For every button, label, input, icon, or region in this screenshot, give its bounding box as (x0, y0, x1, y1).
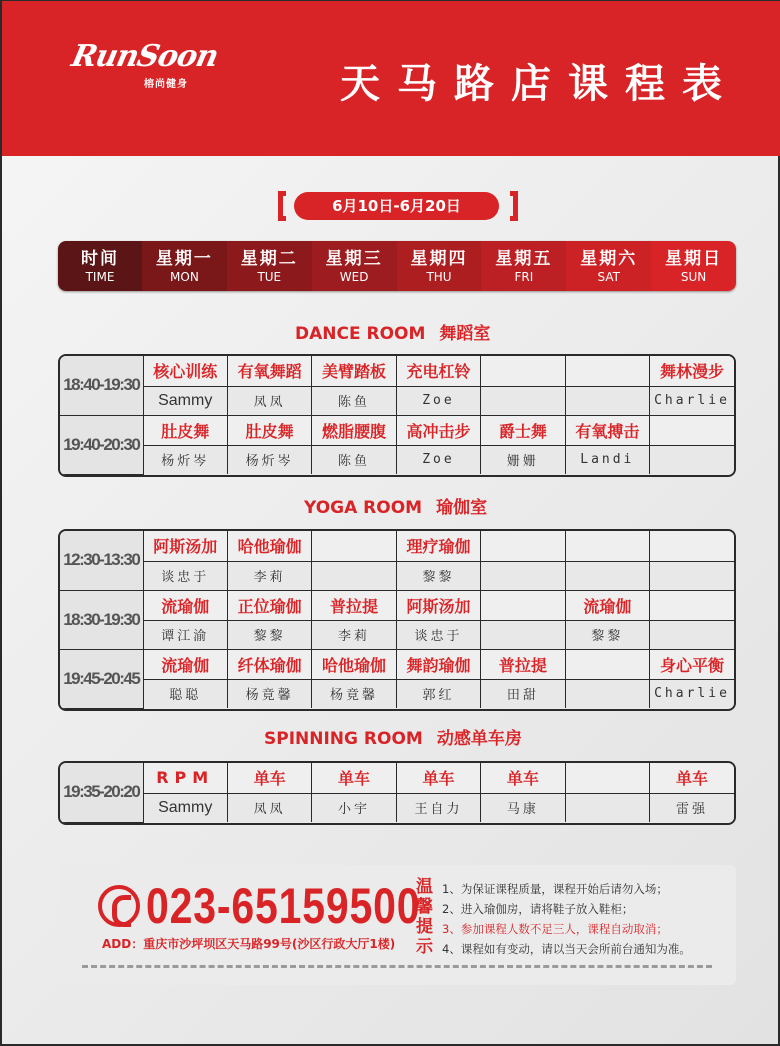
time-slot: 18:30-19:30 (60, 590, 143, 649)
tips-list (442, 879, 691, 959)
course-row (60, 531, 734, 561)
course-cell: 高冲击步 (396, 415, 480, 445)
course-cell (650, 531, 734, 561)
course-cell: 舞林漫步 (650, 356, 734, 386)
course-row (60, 763, 734, 793)
weekday-en: WED (339, 269, 369, 284)
course-cell: 哈他瑜伽 (227, 531, 311, 561)
course-cell: 有氧搏击 (565, 415, 649, 445)
teacher-row (60, 561, 734, 590)
dance-room-title (295, 319, 490, 344)
weekday-header-fri (481, 241, 566, 291)
course-cell: 阿斯汤加 (143, 531, 227, 561)
weekday-en: SUN (680, 269, 707, 284)
tip-item: 4、课程如有变动，请以当天会所前台通知为准。 (442, 942, 691, 956)
room-title-cn: 动感单车房 (436, 729, 522, 749)
course-cell: 单车 (481, 763, 565, 793)
course-cell: 流瑜伽 (565, 590, 649, 620)
teacher-row (60, 620, 734, 649)
logo-script: RunSoon (68, 39, 221, 74)
teacher-cell: 马康 (481, 793, 565, 822)
teacher-cell (481, 386, 565, 415)
left-bracket-icon (278, 191, 286, 221)
room-title-cn: 舞蹈室 (439, 324, 491, 344)
course-cell (565, 763, 649, 793)
weekday-header (58, 241, 736, 291)
teacher-cell: 李莉 (312, 620, 396, 649)
course-cell: 爵士舞 (481, 415, 565, 445)
teacher-cell: 姗姗 (481, 445, 565, 474)
weekday-header-tue (227, 241, 312, 291)
teacher-cell: Charlie (650, 679, 734, 708)
time-slot: 18:40-19:30 (60, 356, 143, 415)
address: ADD：重庆市沙坪坝区天马路99号(沙区行政大厅1楼) (102, 937, 396, 951)
teacher-cell: 陈鱼 (312, 386, 396, 415)
spinning-room-title (264, 724, 522, 749)
teacher-cell (565, 386, 649, 415)
header-banner (2, 1, 780, 156)
teacher-cell: Sammy (143, 386, 227, 415)
teacher-cell: Sammy (143, 793, 227, 822)
time-slot: 19:40-20:30 (60, 415, 143, 474)
dance-room-schedule (58, 354, 736, 477)
teacher-cell (565, 793, 649, 822)
teacher-cell: Charlie (650, 386, 734, 415)
course-cell: 流瑜伽 (143, 590, 227, 620)
room-title-en: YOGA ROOM (304, 498, 423, 518)
course-row (60, 356, 734, 386)
date-range-badge (278, 191, 518, 221)
tips-label-char: 示 (416, 937, 433, 957)
time-slot: 19:45-20:45 (60, 649, 143, 708)
course-row (60, 415, 734, 445)
teacher-cell (650, 620, 734, 649)
teacher-cell: 郭红 (396, 679, 480, 708)
teacher-cell: 杨炘岑 (227, 445, 311, 474)
teacher-cell: Landi (565, 445, 649, 474)
yoga-room-schedule (58, 529, 736, 711)
right-bracket-icon (510, 191, 518, 221)
weekday-header-mon (142, 241, 227, 291)
weekday-cn: 星期四 (410, 248, 468, 269)
weekday-cn: 星期一 (155, 248, 213, 269)
teacher-cell (312, 561, 396, 590)
spinning-room-schedule (58, 761, 736, 825)
course-cell: 美臂踏板 (312, 356, 396, 386)
course-cell: 理疗瑜伽 (396, 531, 480, 561)
teacher-cell: Zoe (396, 386, 480, 415)
teacher-cell: 田甜 (481, 679, 565, 708)
course-cell (565, 356, 649, 386)
weekday-en: SAT (597, 269, 620, 284)
weekday-header-sat (566, 241, 651, 291)
tip-item-warning: 3、参加课程人数不足三人，课程自动取消； (442, 922, 668, 936)
weekday-en: FRI (514, 269, 534, 284)
weekday-header-thu (397, 241, 482, 291)
course-cell (565, 531, 649, 561)
weekday-cn: 时间 (81, 248, 119, 269)
course-row (60, 649, 734, 679)
course-cell: 哈他瑜伽 (312, 649, 396, 679)
tips-label (416, 877, 436, 957)
tips-label-char: 提 (416, 917, 433, 937)
course-cell (650, 415, 734, 445)
footer-info (58, 865, 736, 985)
course-cell: 肚皮舞 (227, 415, 311, 445)
course-cell: 肚皮舞 (143, 415, 227, 445)
teacher-cell: 雷强 (650, 793, 734, 822)
course-cell: 有氧舞蹈 (227, 356, 311, 386)
course-cell: 流瑜伽 (143, 649, 227, 679)
teacher-cell (481, 620, 565, 649)
schedule-table (60, 763, 734, 823)
room-title-en: DANCE ROOM (295, 324, 426, 344)
course-cell: 单车 (312, 763, 396, 793)
time-column-header (58, 241, 142, 291)
yoga-room-title (304, 493, 487, 518)
tips-label-char: 温 (416, 877, 433, 897)
teacher-cell: 谈忠于 (143, 561, 227, 590)
course-cell (650, 590, 734, 620)
course-cell: 单车 (650, 763, 734, 793)
schedule-table (60, 356, 734, 475)
course-cell (481, 356, 565, 386)
teacher-cell: 陈鱼 (312, 445, 396, 474)
course-cell: 纤体瑜伽 (227, 649, 311, 679)
teacher-row (60, 793, 734, 822)
course-cell: 普拉提 (481, 649, 565, 679)
teacher-cell (650, 445, 734, 474)
teacher-row (60, 445, 734, 474)
teacher-cell: 谈忠于 (396, 620, 480, 649)
teacher-cell: 李莉 (227, 561, 311, 590)
dashed-divider (82, 965, 712, 968)
teacher-cell: 黎黎 (396, 561, 480, 590)
time-slot: 19:35-20:20 (60, 763, 143, 822)
phone-icon (98, 885, 140, 927)
course-cell: 阿斯汤加 (396, 590, 480, 620)
page-title: 天马路店课程表 (340, 61, 739, 107)
time-slot: 12:30-13:30 (60, 531, 143, 590)
course-cell: 单车 (227, 763, 311, 793)
teacher-row (60, 386, 734, 415)
teacher-row (60, 679, 734, 708)
course-row (60, 590, 734, 620)
teacher-cell: 小宇 (312, 793, 396, 822)
weekday-cn: 星期五 (495, 248, 553, 269)
weekday-cn: 星期六 (580, 248, 638, 269)
weekday-header-sun (651, 241, 736, 291)
weekday-en: TUE (257, 269, 282, 284)
course-cell: 充电杠铃 (396, 356, 480, 386)
tip-item: 2、进入瑜伽房，请将鞋子放入鞋柜； (442, 902, 634, 916)
weekday-cn: 星期二 (240, 248, 298, 269)
tips-label-char: 馨 (416, 897, 433, 917)
room-title-en: SPINNING ROOM (264, 729, 423, 749)
weekday-en: THU (426, 269, 452, 284)
course-cell: 舞韵瑜伽 (396, 649, 480, 679)
teacher-cell (565, 561, 649, 590)
course-cell: RPM (143, 763, 227, 793)
course-cell: 普拉提 (312, 590, 396, 620)
weekday-cn: 星期三 (325, 248, 383, 269)
tip-item: 1、为保证课程质量，课程开始后请勿入场； (442, 882, 668, 896)
phone-number[interactable]: 023-65159500 (146, 878, 421, 934)
course-cell (481, 590, 565, 620)
teacher-cell: 杨竟馨 (312, 679, 396, 708)
weekday-en: MON (170, 269, 199, 284)
course-cell (312, 531, 396, 561)
teacher-cell: 聪聪 (143, 679, 227, 708)
teacher-cell (481, 561, 565, 590)
course-cell: 正位瑜伽 (227, 590, 311, 620)
teacher-cell: Zoe (396, 445, 480, 474)
course-cell: 燃脂腰腹 (312, 415, 396, 445)
teacher-cell (565, 679, 649, 708)
weekday-header-wed (312, 241, 397, 291)
course-cell: 身心平衡 (650, 649, 734, 679)
brand-logo (68, 39, 221, 99)
course-cell (565, 649, 649, 679)
weekday-cn: 星期日 (665, 248, 723, 269)
course-cell: 单车 (396, 763, 480, 793)
teacher-cell: 谭江渝 (143, 620, 227, 649)
teacher-cell: 凤凤 (227, 793, 311, 822)
room-title-cn: 瑜伽室 (436, 498, 488, 518)
teacher-cell: 王自力 (396, 793, 480, 822)
course-cell (481, 531, 565, 561)
teacher-cell: 杨炘岑 (143, 445, 227, 474)
teacher-cell: 凤凤 (227, 386, 311, 415)
teacher-cell: 黎黎 (565, 620, 649, 649)
teacher-cell: 黎黎 (227, 620, 311, 649)
teacher-cell (650, 561, 734, 590)
course-cell: 核心训练 (143, 356, 227, 386)
teacher-cell: 杨竟馨 (227, 679, 311, 708)
logo-subtitle: 榕尚健身 (144, 79, 188, 90)
weekday-en: TIME (85, 269, 115, 284)
date-range: 6月10日-6月20日 (294, 192, 499, 220)
schedule-table (60, 531, 734, 709)
